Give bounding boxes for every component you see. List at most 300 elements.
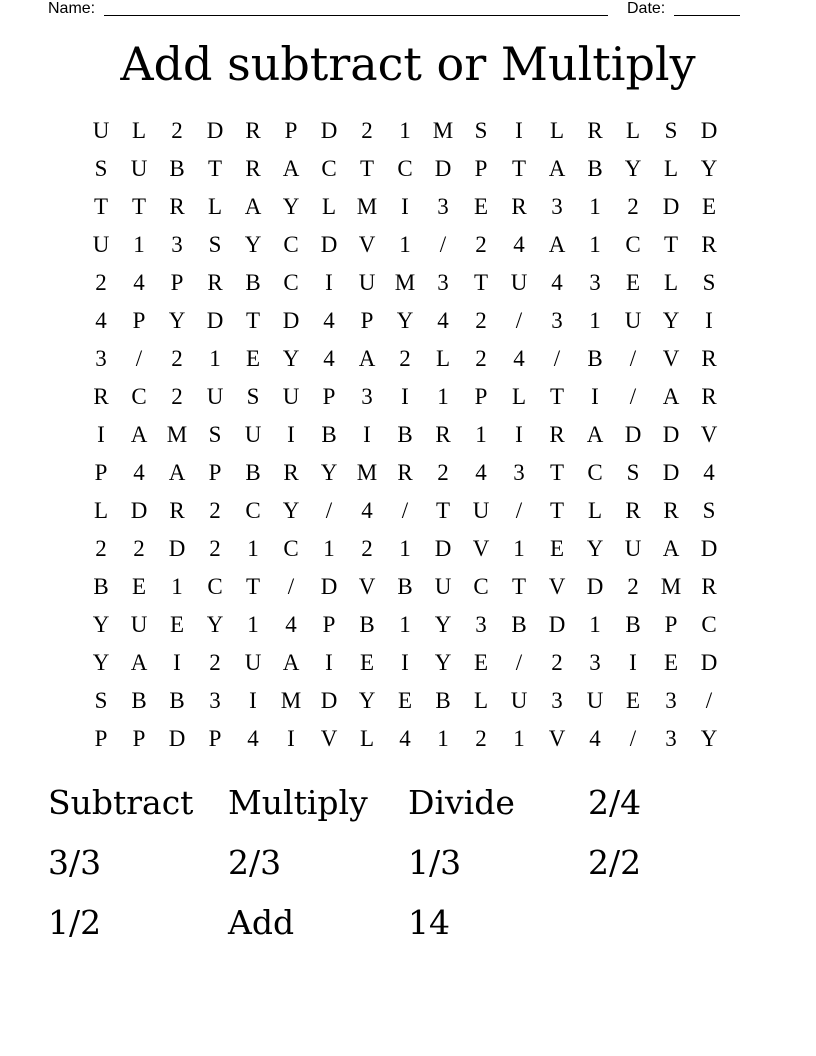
grid-cell: Y	[320, 460, 338, 485]
grid-cell: 4	[437, 308, 449, 333]
grid-cell: Y	[282, 498, 300, 523]
grid-cell: /	[629, 384, 637, 409]
grid-row	[82, 682, 728, 720]
grid-row	[82, 492, 728, 530]
grid-cell: D	[282, 308, 300, 333]
grid-cell: 1	[399, 612, 411, 637]
grid-cell: E	[473, 194, 489, 219]
grid-cell: V	[700, 422, 718, 447]
grid-cell: U	[624, 536, 642, 561]
word-list-item: Add	[228, 903, 295, 942]
word-list-item: 1/2	[48, 903, 102, 942]
grid-row	[82, 530, 728, 568]
grid-cell: /	[629, 346, 637, 371]
grid-cell: /	[515, 650, 523, 675]
grid-cell: A	[168, 460, 186, 485]
grid-cell: 2	[627, 574, 639, 599]
grid-cell: T	[663, 232, 679, 257]
grid-cell: Y	[434, 612, 452, 637]
grid-cell: 2	[475, 726, 487, 751]
grid-cell: U	[624, 308, 642, 333]
grid-cell: B	[245, 460, 261, 485]
grid-cell: C	[625, 232, 641, 257]
grid-cell: /	[287, 574, 295, 599]
grid-cell: 2	[399, 346, 411, 371]
grid-cell: P	[284, 118, 298, 143]
grid-cell: T	[245, 308, 261, 333]
grid-cell: D	[662, 460, 680, 485]
grid-cell: B	[245, 270, 261, 295]
grid-cell: Y	[586, 536, 604, 561]
grid-cell: S	[208, 422, 222, 447]
grid-cell: T	[473, 270, 489, 295]
grid-cell: L	[625, 118, 641, 143]
grid-cell: T	[549, 384, 565, 409]
grid-cell: 2	[209, 498, 221, 523]
grid-cell: E	[245, 346, 261, 371]
grid-cell: P	[94, 460, 108, 485]
grid-cell: 2	[475, 232, 487, 257]
grid-cell: 4	[247, 726, 259, 751]
grid-cell: R	[701, 384, 717, 409]
grid-cell: 4	[399, 726, 411, 751]
grid-cell: U	[434, 574, 452, 599]
grid-cell: Y	[92, 612, 110, 637]
grid-cell: D	[434, 536, 452, 561]
grid-cell: 1	[589, 308, 601, 333]
grid-cell: B	[169, 156, 185, 181]
grid-cell: P	[664, 612, 678, 637]
word-list	[48, 780, 768, 960]
grid-cell: 1	[437, 726, 449, 751]
grid-cell: 1	[323, 536, 335, 561]
grid-cell: U	[92, 118, 110, 143]
grid-cell: C	[397, 156, 413, 181]
grid-cell: B	[397, 574, 413, 599]
grid-cell: A	[662, 384, 680, 409]
grid-cell: I	[401, 384, 409, 409]
grid-cell: L	[663, 156, 679, 181]
grid-row	[82, 606, 728, 644]
grid-cell: Y	[358, 688, 376, 713]
grid-cell: I	[515, 422, 523, 447]
grid-cell: Y	[282, 346, 300, 371]
grid-cell: P	[208, 460, 222, 485]
grid-cell: 2	[95, 536, 107, 561]
grid-cell: R	[245, 156, 261, 181]
grid-row	[82, 226, 728, 264]
grid-cell: L	[93, 498, 109, 523]
grid-cell: Y	[624, 156, 642, 181]
grid-cell: Y	[92, 650, 110, 675]
grid-cell: 3	[361, 384, 373, 409]
grid-row	[82, 568, 728, 606]
grid-cell: 1	[437, 384, 449, 409]
grid-cell: L	[549, 118, 565, 143]
grid-cell: L	[321, 194, 337, 219]
grid-cell: P	[132, 726, 146, 751]
grid-cell: 3	[209, 688, 221, 713]
grid-cell: 1	[247, 536, 259, 561]
grid-cell: 3	[551, 308, 563, 333]
grid-row	[82, 416, 728, 454]
grid-cell: A	[282, 156, 300, 181]
grid-cell: D	[206, 118, 224, 143]
grid-cell: P	[170, 270, 184, 295]
grid-cell: /	[515, 498, 523, 523]
grid-cell: T	[359, 156, 375, 181]
grid-cell: U	[130, 612, 148, 637]
grid-cell: P	[322, 384, 336, 409]
grid-cell: T	[549, 498, 565, 523]
header-name-date	[48, 0, 740, 18]
grid-cell: /	[515, 308, 523, 333]
grid-cell: S	[208, 232, 222, 257]
grid-cell: R	[283, 460, 299, 485]
grid-cell: E	[549, 536, 565, 561]
grid-cell: C	[701, 612, 717, 637]
grid-cell: /	[553, 346, 561, 371]
grid-cell: 4	[323, 308, 335, 333]
grid-cell: 4	[475, 460, 487, 485]
grid-cell: U	[92, 232, 110, 257]
grid-cell: 2	[171, 384, 183, 409]
grid-cell: 1	[399, 536, 411, 561]
grid-cell: A	[548, 156, 566, 181]
grid-cell: R	[701, 574, 717, 599]
grid-cell: D	[130, 498, 148, 523]
grid-cell: I	[173, 650, 181, 675]
grid-cell: E	[131, 574, 147, 599]
grid-cell: 2	[475, 346, 487, 371]
grid-cell: C	[473, 574, 489, 599]
grid-cell: 4	[133, 460, 145, 485]
grid-cell: D	[168, 726, 186, 751]
grid-cell: U	[244, 650, 262, 675]
grid-cell: 1	[399, 118, 411, 143]
date-blank-line	[674, 15, 740, 16]
grid-row	[82, 720, 728, 758]
grid-cell: P	[94, 726, 108, 751]
grid-row	[82, 112, 728, 150]
grid-cell: A	[358, 346, 376, 371]
grid-cell: 1	[475, 422, 487, 447]
grid-cell: U	[510, 270, 528, 295]
grid-cell: 2	[551, 650, 563, 675]
grid-cell: R	[511, 194, 527, 219]
grid-cell: 3	[665, 688, 677, 713]
grid-cell: V	[358, 232, 376, 257]
grid-cell: E	[625, 688, 641, 713]
grid-cell: P	[208, 726, 222, 751]
grid-cell: Y	[282, 194, 300, 219]
grid-cell: Y	[206, 612, 224, 637]
grid-cell: S	[702, 498, 716, 523]
grid-cell: C	[207, 574, 223, 599]
grid-cell: I	[629, 650, 637, 675]
grid-cell: V	[548, 574, 566, 599]
grid-cell: T	[93, 194, 109, 219]
grid-cell: B	[169, 688, 185, 713]
word-list-item: 2/4	[588, 783, 642, 822]
grid-cell: D	[662, 422, 680, 447]
grid-cell: 3	[171, 232, 183, 257]
grid-cell: I	[325, 650, 333, 675]
word-list-item: 2/2	[588, 843, 642, 882]
grid-cell: 4	[285, 612, 297, 637]
grid-cell: D	[434, 156, 452, 181]
grid-cell: E	[701, 194, 717, 219]
grid-cell: I	[97, 422, 105, 447]
grid-row	[82, 454, 728, 492]
grid-cell: L	[359, 726, 375, 751]
grid-cell: /	[439, 232, 447, 257]
grid-cell: 1	[589, 232, 601, 257]
grid-cell: C	[245, 498, 261, 523]
grid-cell: C	[587, 460, 603, 485]
grid-cell: 2	[361, 536, 373, 561]
grid-cell: Y	[700, 156, 718, 181]
grid-cell: B	[511, 612, 527, 637]
grid-cell: Y	[662, 308, 680, 333]
grid-cell: /	[135, 346, 143, 371]
grid-cell: 3	[513, 460, 525, 485]
grid-row	[82, 264, 728, 302]
page-title: Add subtract or Multiply	[120, 37, 696, 91]
grid-cell: T	[207, 156, 223, 181]
grid-cell: T	[245, 574, 261, 599]
grid-cell: U	[472, 498, 490, 523]
grid-cell: Y	[434, 650, 452, 675]
grid-cell: 4	[133, 270, 145, 295]
grid-cell: E	[663, 650, 679, 675]
grid-cell: B	[625, 612, 641, 637]
grid-row	[82, 188, 728, 226]
grid-cell: C	[131, 384, 147, 409]
grid-cell: 3	[437, 270, 449, 295]
grid-cell: A	[130, 650, 148, 675]
grid-cell: I	[325, 270, 333, 295]
grid-cell: M	[394, 270, 416, 295]
grid-cell: S	[246, 384, 260, 409]
grid-cell: V	[472, 536, 490, 561]
grid-cell: I	[591, 384, 599, 409]
grid-cell: Y	[168, 308, 186, 333]
grid-cell: U	[244, 422, 262, 447]
name-label: Name:	[48, 0, 96, 17]
grid-cell: R	[587, 118, 603, 143]
grid-cell: L	[663, 270, 679, 295]
grid-cell: 3	[589, 270, 601, 295]
grid-cell: 3	[475, 612, 487, 637]
grid-cell: V	[358, 574, 376, 599]
grid-cell: D	[586, 574, 604, 599]
grid-cell: Y	[244, 232, 262, 257]
grid-row	[82, 378, 728, 416]
grid-cell: T	[511, 574, 527, 599]
grid-cell: B	[587, 346, 603, 371]
word-list-item: Multiply	[228, 783, 368, 822]
grid-cell: B	[587, 156, 603, 181]
grid-cell: C	[283, 232, 299, 257]
grid-cell: D	[662, 194, 680, 219]
word-list-item: 1/3	[408, 843, 462, 882]
grid-cell: A	[244, 194, 262, 219]
grid-cell: E	[473, 650, 489, 675]
grid-cell: U	[358, 270, 376, 295]
grid-cell: R	[93, 384, 109, 409]
grid-cell: 1	[513, 726, 525, 751]
grid-cell: C	[283, 270, 299, 295]
grid-cell: 2	[133, 536, 145, 561]
grid-cell: R	[701, 232, 717, 257]
grid-cell: /	[629, 726, 637, 751]
grid-cell: B	[131, 688, 147, 713]
grid-cell: I	[705, 308, 713, 333]
grid-cell: 1	[399, 232, 411, 257]
grid-cell: E	[397, 688, 413, 713]
grid-cell: Y	[700, 726, 718, 751]
grid-cell: T	[511, 156, 527, 181]
grid-cell: A	[662, 536, 680, 561]
grid-cell: 4	[513, 232, 525, 257]
grid-cell: D	[168, 536, 186, 561]
grid-cell: I	[401, 650, 409, 675]
grid-cell: D	[320, 232, 338, 257]
grid-cell: 4	[589, 726, 601, 751]
grid-cell: M	[356, 194, 378, 219]
grid-cell: A	[130, 422, 148, 447]
grid-cell: E	[359, 650, 375, 675]
word-list-item: 14	[408, 903, 450, 942]
grid-cell: B	[359, 612, 375, 637]
grid-cell: /	[325, 498, 333, 523]
grid-row	[82, 302, 728, 340]
grid-cell: R	[397, 460, 413, 485]
grid-cell: S	[94, 688, 108, 713]
grid-cell: M	[280, 688, 302, 713]
grid-cell: 3	[95, 346, 107, 371]
grid-cell: V	[662, 346, 680, 371]
grid-cell: U	[282, 384, 300, 409]
grid-cell: B	[93, 574, 109, 599]
grid-cell: /	[705, 688, 713, 713]
grid-cell: I	[363, 422, 371, 447]
grid-cell: R	[663, 498, 679, 523]
grid-cell: U	[510, 688, 528, 713]
grid-cell: R	[625, 498, 641, 523]
grid-cell: D	[320, 574, 338, 599]
grid-cell: 2	[171, 346, 183, 371]
grid-cell: D	[700, 536, 718, 561]
grid-cell: L	[511, 384, 527, 409]
grid-cell: R	[169, 498, 185, 523]
grid-cell: P	[474, 156, 488, 181]
grid-cell: R	[549, 422, 565, 447]
grid-cell: L	[587, 498, 603, 523]
grid-cell: 2	[627, 194, 639, 219]
grid-cell: R	[245, 118, 261, 143]
grid-cell: A	[282, 650, 300, 675]
grid-cell: D	[320, 118, 338, 143]
grid-cell: U	[206, 384, 224, 409]
word-list-item: Divide	[408, 783, 515, 822]
grid-cell: L	[131, 118, 147, 143]
word-list-item: Subtract	[48, 783, 194, 822]
grid-cell: E	[169, 612, 185, 637]
grid-cell: P	[360, 308, 374, 333]
grid-cell: 3	[589, 650, 601, 675]
grid-cell: M	[432, 118, 454, 143]
grid-cell: D	[700, 650, 718, 675]
grid-cell: R	[169, 194, 185, 219]
grid-cell: I	[287, 726, 295, 751]
grid-cell: B	[321, 422, 337, 447]
grid-row	[82, 340, 728, 378]
grid-cell: D	[548, 612, 566, 637]
grid-cell: P	[132, 308, 146, 333]
grid-cell: B	[397, 422, 413, 447]
word-list-item: 3/3	[48, 843, 102, 882]
grid-cell: 4	[361, 498, 373, 523]
grid-cell: T	[131, 194, 147, 219]
grid-cell: E	[625, 270, 641, 295]
grid-cell: 2	[209, 650, 221, 675]
grid-cell: S	[474, 118, 488, 143]
grid-cell: A	[586, 422, 604, 447]
grid-cell: 1	[589, 194, 601, 219]
date-label: Date:	[627, 0, 666, 17]
grid-cell: R	[435, 422, 451, 447]
grid-cell: 2	[437, 460, 449, 485]
word-search-grid	[82, 112, 728, 758]
grid-cell: 2	[171, 118, 183, 143]
grid-cell: D	[700, 118, 718, 143]
grid-cell: A	[548, 232, 566, 257]
grid-cell: U	[130, 156, 148, 181]
word-list-item: 2/3	[228, 843, 282, 882]
grid-cell: V	[320, 726, 338, 751]
grid-cell: R	[701, 346, 717, 371]
grid-row	[82, 644, 728, 682]
grid-cell: M	[660, 574, 682, 599]
grid-cell: 1	[513, 536, 525, 561]
grid-cell: I	[515, 118, 523, 143]
grid-cell: 1	[589, 612, 601, 637]
grid-cell: C	[321, 156, 337, 181]
grid-cell: 2	[209, 536, 221, 561]
name-blank-line	[104, 15, 608, 16]
grid-cell: S	[626, 460, 640, 485]
grid-cell: D	[206, 308, 224, 333]
grid-cell: U	[586, 688, 604, 713]
grid-cell: R	[207, 270, 223, 295]
grid-cell: 3	[665, 726, 677, 751]
grid-cell: B	[435, 688, 451, 713]
grid-cell: S	[664, 118, 678, 143]
grid-row	[82, 150, 728, 188]
grid-cell: C	[283, 536, 299, 561]
grid-cell: D	[624, 422, 642, 447]
grid-cell: M	[356, 460, 378, 485]
grid-cell: 1	[247, 612, 259, 637]
grid-cell: 1	[171, 574, 183, 599]
grid-cell: 2	[361, 118, 373, 143]
grid-cell: T	[435, 498, 451, 523]
grid-cell: P	[322, 612, 336, 637]
grid-cell: Y	[396, 308, 414, 333]
grid-cell: /	[401, 498, 409, 523]
